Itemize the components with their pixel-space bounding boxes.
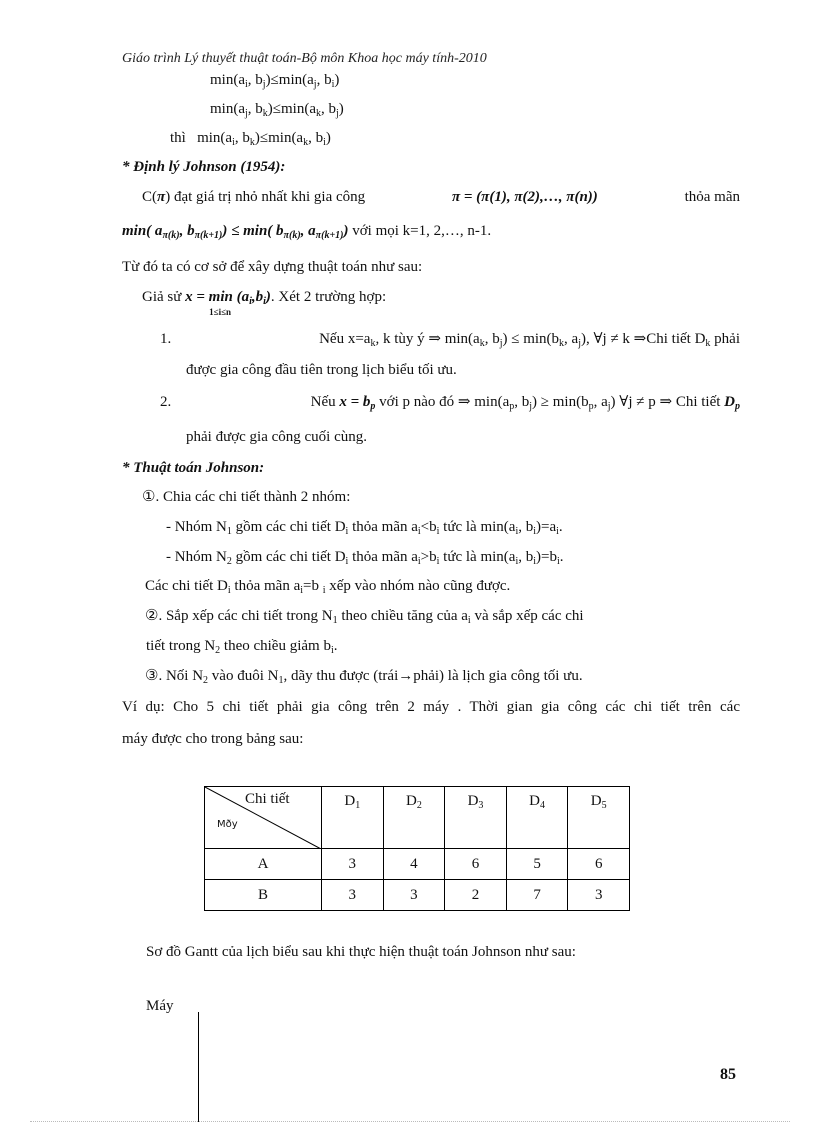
row-label: A	[205, 849, 322, 880]
table-cell: 6	[445, 849, 507, 880]
table-cell: 3	[322, 880, 384, 911]
condition-line-1: $\min(a_i$, $b_j)\le\min(a_j$, $b_i$)	[210, 72, 340, 90]
table-corner-cell	[205, 787, 322, 849]
example-line-2: máy được cho trong bảng sau:	[122, 731, 304, 747]
step-3-line: ③. Nối $N_2$ vào đuôi $N_1$, dãy thu được (trái→phải) là lịch gia công tối ưu.	[145, 668, 583, 686]
table-cell: 5	[506, 849, 568, 880]
case-2-line-2: phải được gia công cuối cùng.	[186, 429, 368, 445]
intro-line: Từ đó ta có cơ sở để xây dựng thuật toán như sau:	[122, 259, 423, 275]
group-2-line: - Nhóm $N_2$ gồm các chi tiết $D_i$ thỏa mãn $a_i>b_i$ tức là $\min(a_i$, $b_i)=b_i$.	[166, 549, 564, 567]
step-2-line-2: tiết trong $N_2$ theo chiều giảm $b_i$.	[146, 638, 338, 656]
column-header: $D_1$	[322, 787, 384, 849]
table-cell: 2	[445, 880, 507, 911]
table-cell: 3	[322, 849, 384, 880]
case-2-line-1: 2. Nếu $x = b_p$ với p nào đó ⇒ $\min(a_p$, $b_j) \ge \min(b_p$, $a_j$) ∀j ≠ p ⇒ Chi tiết $D_p$	[160, 394, 740, 412]
bottom-rule	[30, 1121, 790, 1122]
theorem-line-2: min( $a_{\pi(k)}$, $b_{\pi(k+1)}) \le \min$( $b_{\pi(k)}$, $a_{\pi(k+1)}$) với mọi k=1, 2,…, n-1.	[122, 223, 492, 241]
gantt-intro: Sơ đồ Gantt của lịch biểu sau khi thực hiện thuật toán Johnson như sau:	[146, 944, 576, 960]
case-1-line-1: 1. Nếu $x=a_k$, k tùy ý ⇒ $\min(a_k$, $b_j) \le \min(b_k$, $a_j$), ∀j ≠ k ⇒Chi tiết $D_k$ phải	[160, 331, 740, 349]
step-2-line-1: ②. Sắp xếp các chi tiết trong $N_1$ theo chiều tăng của $a_i$ và sắp xếp các chi	[145, 608, 584, 626]
gantt-machine-label: Máy	[146, 998, 174, 1014]
table-row	[205, 849, 630, 880]
condition-line-3: thì $\min(a_i$, $b_k)\le\min(a_k$, $b_i$)	[170, 130, 331, 148]
assume-line: Giả sử x = min 1≤i≤n $(a_i,b_i)$. Xét 2 trường hợp:	[142, 289, 387, 317]
algorithm-title: * Thuật toán Johnson:	[122, 460, 265, 476]
step-1: ①. Chia các chi tiết thành 2 nhóm:	[142, 489, 351, 505]
column-header: $D_3$	[445, 787, 507, 849]
column-header: $D_4$	[506, 787, 568, 849]
table-cell: 6	[568, 849, 630, 880]
table-cell: 3	[383, 880, 445, 911]
example-line-1: Ví dụ: Cho 5 chi tiết phải gia công trên 2 máy . Thời gian gia công các chi tiết trên các	[122, 699, 740, 715]
table-cell: 7	[506, 880, 568, 911]
group-1-line: - Nhóm $N_1$ gồm các chi tiết $D_i$ thỏa mãn $a_i<b_i$ tức là $\min(a_i$, $b_i)=a_i$.	[166, 519, 563, 537]
corner-label-bottom: Mðy	[217, 819, 238, 830]
table-cell: 3	[568, 880, 630, 911]
pi-expression: π = (π(1), π(2),…, π(n))	[451, 189, 598, 205]
condition-line-2: $\min(a_j$, $b_k)\le\min(a_k$, $b_j$)	[210, 101, 344, 119]
column-header: $D_5$	[568, 787, 630, 849]
table-row	[205, 880, 630, 911]
case-1-line-2: được gia công đầu tiên trong lịch biểu tối ưu.	[186, 362, 457, 378]
equal-case-line: Các chi tiết $D_i$ thỏa mãn $a_i=b$ $_i$ xếp vào nhóm nào cũng được.	[145, 578, 511, 596]
processing-time-table	[204, 786, 630, 911]
theorem-line-1: C(π) đạt giá trị nhỏ nhất khi gia công π = (π(1), π(2),…, π(n)) thỏa mãn	[142, 189, 740, 205]
table-cell: 4	[383, 849, 445, 880]
corner-label-top: Chi tiết	[245, 791, 290, 807]
page-header: Giáo trình Lý thuyết thuật toán-Bộ môn Khoa học máy tính-2010	[122, 51, 487, 66]
row-label: B	[205, 880, 322, 911]
column-header: $D_2$	[383, 787, 445, 849]
page-number: 85	[720, 1066, 736, 1083]
gantt-axis-line	[198, 1012, 199, 1122]
theorem-title: * Định lý Johnson (1954):	[122, 159, 286, 175]
